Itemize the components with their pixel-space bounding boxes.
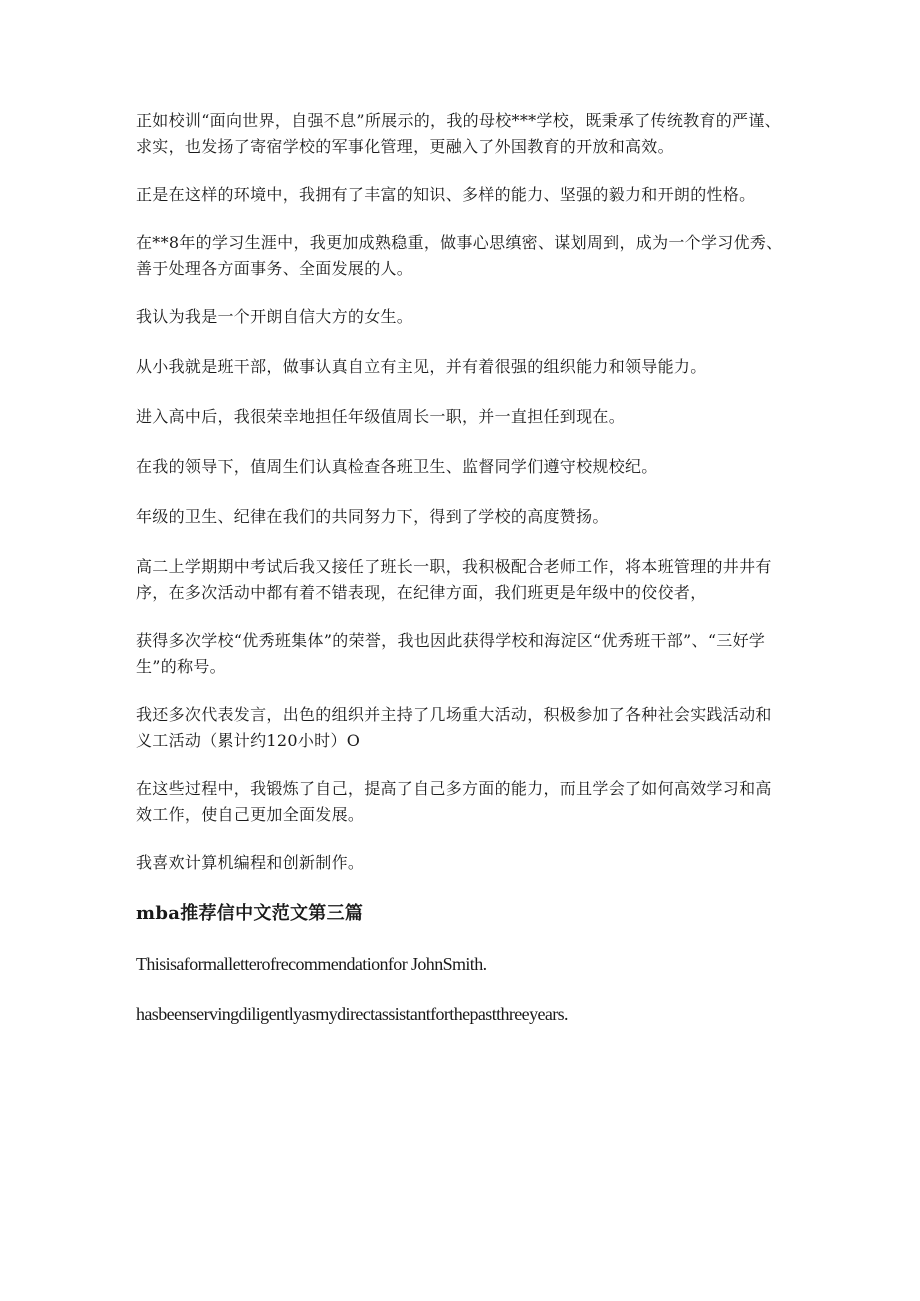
paragraph-personality: 我认为我是一个开朗自信大方的女生。 [136,307,414,326]
paragraph-study-years: 在**8年的学习生涯中，我更加成熟稳重，做事心思缜密、谋划周到，成为一个学习优秀、善于处理各方面事务、全面发展的人。 [136,233,783,278]
paragraph-class-monitor: 高二上学期期中考试后我又接任了班长一职，我积极配合老师工作，将本班管理的井井有序，在多次活动中都有着不错表现，在纪律方面，我们班更是年级中的佼佼者， [136,557,772,602]
paragraph-hobby: 我喜欢计算机编程和创新制作。 [136,853,365,872]
paragraph-high-school: 进入高中后，我很荣幸地担任年级值周长一职，并一直担任到现在。 [136,407,626,426]
paragraph-motto: 正如校训“面向世界，自强不息”所展示的，我的母校***学校，既秉承了传统教育的严谨、求实，也发扬了寄宿学校的军事化管理，更融入了外国教育的开放和高效。 [136,111,781,156]
paragraph-class-cadre: 从小我就是班干部，做事认真自立有主见，并有着很强的组织能力和领导能力。 [136,357,707,376]
paragraph-activities: 我还多次代表发言，出色的组织并主持了几场重大活动，积极参加了各种社会实践活动和义工活动（累计约120小时）O [136,705,772,750]
paragraph-leadership: 在我的领导下，值周生们认真检查各班卫生、监督同学们遵守校规校纪。 [136,457,658,476]
paragraph-honors: 获得多次学校“优秀班集体”的荣誉，我也因此获得学校和海淀区“优秀班干部”、“三好学生”的称号。 [136,631,766,676]
english-line-2: hasbeenservingdiligentlyasmydirectassistantforthepastthreeyears. [136,1004,568,1024]
paragraph-growth: 在这些过程中，我锻炼了自己，提高了自己多方面的能力，而且学会了如何高效学习和高效工作，使自己更加全面发展。 [136,779,772,824]
paragraph-praise: 年级的卫生、纪律在我们的共同努力下，得到了学校的高度赞扬。 [136,507,609,526]
document-page [136,108,786,1050]
english-line-1: Thisisaformalletterofrecommendationfor JohnSmith. [136,954,487,974]
paragraph-environment: 正是在这样的环境中，我拥有了丰富的知识、多样的能力、坚强的毅力和开朗的性格。 [136,185,756,204]
section-heading: mba推荐信中文范文第三篇 [136,903,364,924]
